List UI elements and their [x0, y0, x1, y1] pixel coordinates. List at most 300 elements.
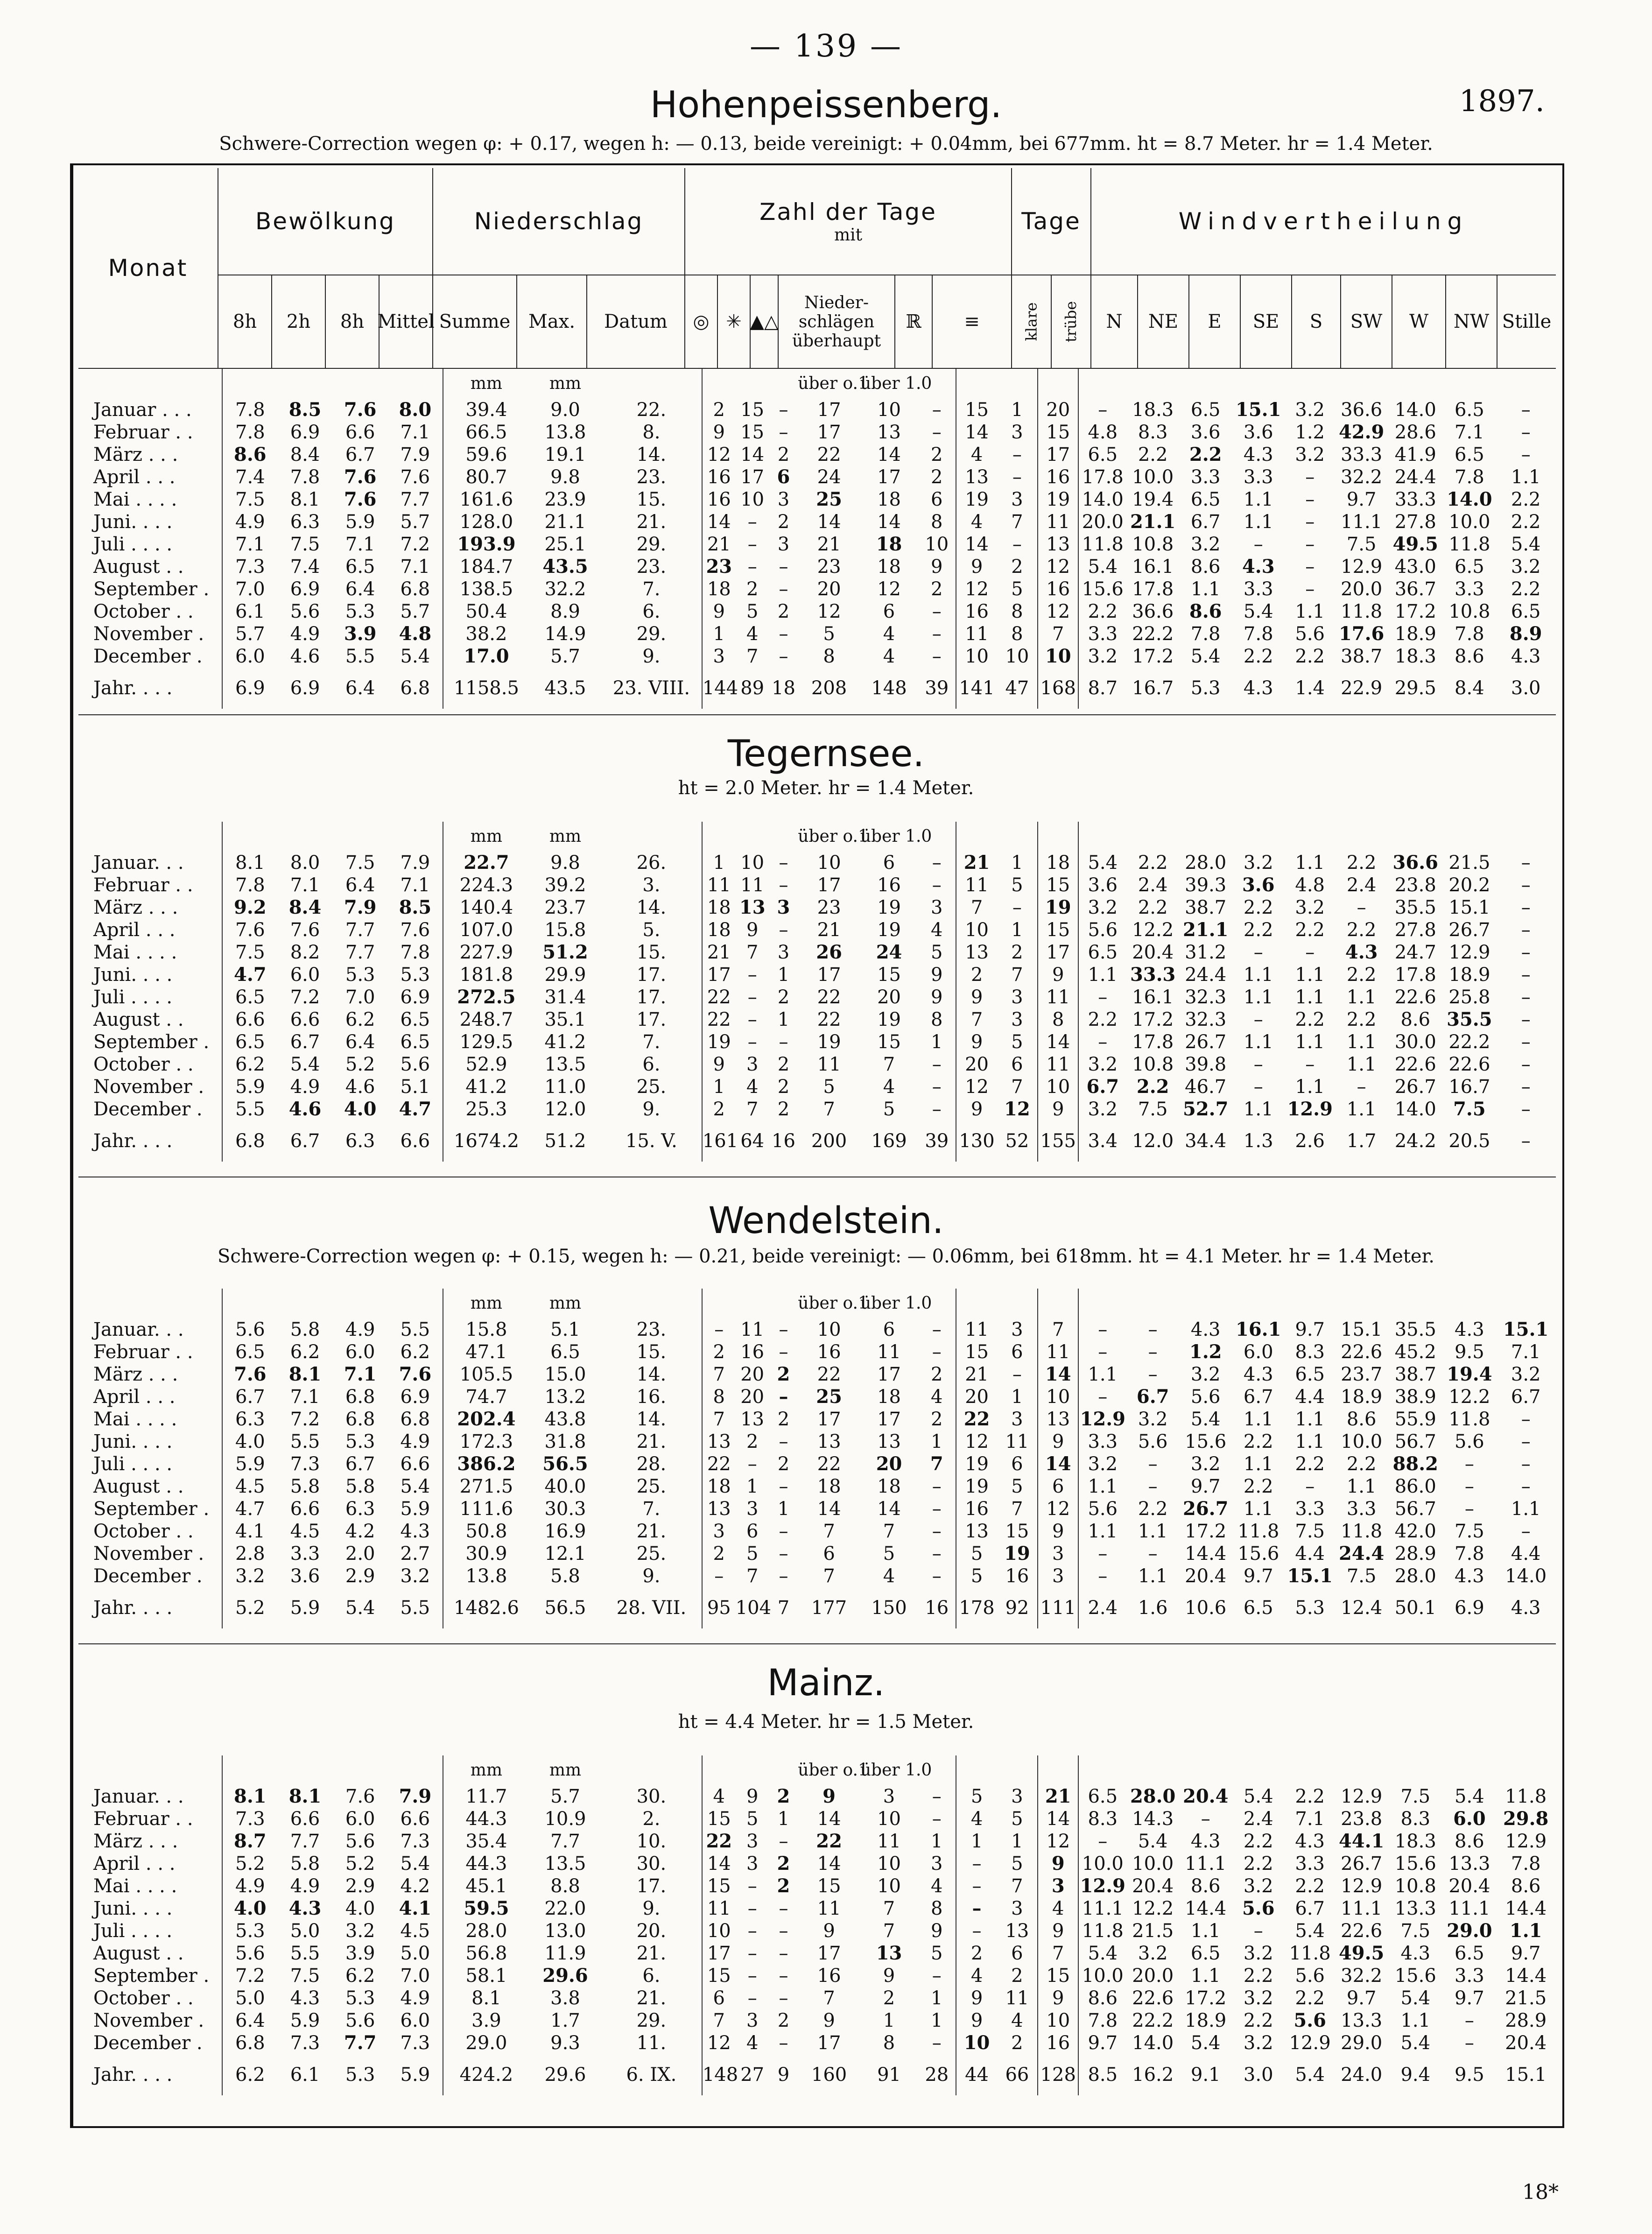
data-cell: 14	[817, 1853, 841, 1875]
data-cell: 22	[817, 987, 841, 1008]
data-cell: 7.5	[1400, 1786, 1431, 1807]
data-cell: 7.5	[1346, 1565, 1377, 1587]
data-cell: 1	[777, 1009, 790, 1030]
data-cell: –	[932, 422, 942, 443]
data-cell: –	[932, 646, 942, 667]
data-cell: 10	[702, 1920, 736, 1942]
data-cell: 11.8	[1078, 1920, 1126, 1942]
units-cell	[1126, 369, 1179, 399]
data-cell: 6.7	[290, 1031, 320, 1053]
month-row	[78, 1318, 1556, 1341]
data-cell: 4.9	[222, 1875, 277, 1897]
data-cell: 43.5	[542, 556, 588, 578]
data-cell: 11	[956, 874, 997, 896]
data-cell: 9	[746, 1786, 759, 1807]
data-cell: –	[932, 601, 942, 622]
data-cell: 11	[740, 1319, 765, 1340]
header-wind-n: N	[1091, 275, 1138, 369]
data-cell: 5.0	[400, 1943, 430, 1964]
data-cell: 16.9	[544, 1521, 586, 1542]
data-cell: 1.1	[1511, 1498, 1541, 1520]
data-cell: 5	[883, 1543, 895, 1565]
units-cell	[601, 369, 702, 399]
data-cell: –	[747, 987, 757, 1008]
data-cell: 11	[877, 1831, 901, 1852]
data-cell: –	[932, 2032, 942, 2054]
header-tage-klare-label: klare	[1022, 302, 1040, 341]
data-cell: 19	[1004, 1543, 1030, 1565]
data-cell: 5.4	[1295, 2064, 1325, 2086]
data-cell: 13	[877, 422, 901, 443]
data-cell: 128.0	[443, 511, 529, 533]
data-cell: –	[1521, 1521, 1531, 1542]
data-cell: 4.4	[1295, 1543, 1325, 1565]
data-cell: 7.9	[344, 896, 377, 918]
data-cell: 7.4	[222, 466, 277, 488]
data-cell: 4	[883, 646, 895, 667]
month-label: August . .	[93, 1476, 184, 1497]
data-cell: 5	[1011, 874, 1023, 896]
data-cell: 1	[1011, 852, 1023, 874]
units-cell	[222, 822, 277, 852]
data-cell: –	[956, 1853, 997, 1875]
data-cell: 5.5	[345, 646, 375, 667]
data-cell: 3.2	[1511, 556, 1541, 578]
data-cell: 6.0	[222, 645, 277, 668]
data-cell: 5.9	[222, 1453, 277, 1475]
data-cell: 66	[1005, 2064, 1029, 2086]
data-cell: 3.2	[400, 1565, 430, 1587]
data-cell: 7	[746, 1565, 759, 1587]
data-cell: 30.	[636, 1853, 667, 1875]
data-cell: 56.5	[542, 1453, 588, 1475]
data-cell: 28.9	[1505, 2010, 1547, 2031]
data-cell: –	[779, 852, 788, 874]
month-label: März . . .	[93, 444, 178, 465]
header-zahl	[685, 168, 1012, 275]
data-cell: 9	[956, 2009, 997, 2032]
data-cell: 3.2	[1511, 1364, 1541, 1385]
data-cell: –	[779, 1565, 788, 1587]
data-cell: 17	[702, 964, 736, 986]
header-wind-s: S	[1292, 275, 1341, 369]
data-cell: 30.	[636, 1786, 667, 1807]
month-label: Januar . . .	[93, 399, 192, 421]
data-cell: 1.4	[1295, 677, 1325, 699]
data-cell: 7.2	[400, 534, 430, 555]
month-label: November .	[93, 2010, 204, 2031]
data-cell: 12.9	[1078, 1408, 1126, 1431]
data-cell: 11.	[636, 2032, 667, 2054]
data-cell: 17	[817, 1943, 841, 1964]
data-cell: 16.1	[1132, 556, 1174, 578]
data-cell: 14	[1038, 1808, 1078, 1830]
data-cell: 5.5	[400, 1319, 430, 1340]
data-cell: 20	[817, 578, 841, 600]
header-wind-e: E	[1189, 275, 1241, 369]
data-cell: 7.8	[1455, 1543, 1484, 1565]
data-cell: 3.0	[1511, 677, 1541, 699]
data-cell: 7	[777, 1597, 790, 1619]
data-cell: 18	[702, 896, 736, 919]
units-cell	[769, 369, 798, 399]
data-cell: 4	[883, 1565, 895, 1587]
data-cell: 31.8	[544, 1431, 586, 1452]
data-cell: 13	[702, 1431, 736, 1453]
data-cell: 7	[1011, 1875, 1023, 1897]
data-cell: 20.4	[1132, 1875, 1174, 1897]
data-cell: 35.1	[544, 1009, 586, 1030]
data-cell: 7.5	[1295, 1521, 1325, 1542]
header-bewolkung: Bewölkung	[218, 168, 433, 275]
data-cell: 7	[702, 1408, 736, 1431]
data-cell: 19	[956, 488, 997, 511]
data-cell: –	[932, 874, 942, 896]
data-cell: 32.3	[1185, 1009, 1227, 1030]
data-cell: 4	[931, 1386, 943, 1408]
units-cell	[1038, 1289, 1078, 1318]
data-cell: 7	[930, 1453, 943, 1475]
data-cell: –	[1521, 1099, 1531, 1120]
data-cell: 6.0	[1453, 1808, 1486, 1830]
data-cell: 7.3	[222, 1808, 277, 1830]
data-cell: –	[1464, 2032, 1474, 2054]
data-cell: 3.3	[1455, 1965, 1484, 1987]
data-cell: 2.2	[1138, 444, 1168, 465]
data-cell: 21.	[636, 1521, 667, 1542]
data-cell: 3.2	[1243, 852, 1273, 874]
header-windvertheilung: Windvertheilung	[1091, 168, 1556, 275]
data-cell: 4.3	[1511, 646, 1541, 667]
data-cell: 7.6	[344, 399, 377, 421]
data-cell: –	[1521, 987, 1531, 1008]
data-cell: 111	[1038, 1587, 1078, 1628]
data-cell: –	[779, 1521, 788, 1542]
data-cell: –	[1148, 1476, 1158, 1497]
data-cell: –	[1012, 444, 1022, 465]
data-cell: 7.7	[345, 942, 375, 963]
data-cell: 17	[817, 964, 841, 986]
data-cell: –	[1521, 919, 1531, 941]
data-cell: 2.	[642, 1808, 661, 1830]
data-cell: 8.6	[1346, 1409, 1377, 1430]
data-cell: 6.2	[222, 2054, 277, 2095]
data-cell: 2	[1011, 2032, 1023, 2054]
data-cell: 2	[777, 1409, 790, 1430]
data-cell: 7.1	[1455, 422, 1484, 443]
month-row	[78, 1920, 1556, 1942]
month-label: Februar . .	[93, 874, 193, 896]
data-cell: 7.8	[1078, 2009, 1126, 2032]
data-cell: 20.2	[1448, 874, 1490, 896]
data-cell: 3.2	[1190, 534, 1221, 555]
data-cell: –	[747, 511, 757, 533]
data-cell: 2	[702, 1543, 736, 1565]
month-label: December .	[93, 2032, 203, 2054]
data-cell: 5.3	[1190, 677, 1221, 699]
data-cell: 2.8	[222, 1543, 277, 1565]
data-cell: 20	[1038, 399, 1078, 421]
units-cell	[1078, 1755, 1126, 1785]
data-cell: 3.3	[290, 1543, 320, 1565]
data-cell: 16	[817, 1965, 841, 1987]
data-cell: 4	[931, 919, 943, 941]
data-cell: 5.6	[1293, 2009, 1326, 2031]
data-cell: –	[1078, 1341, 1126, 1363]
data-cell: 4.9	[400, 1431, 430, 1452]
header-wind-se: SE	[1241, 275, 1292, 369]
data-cell: –	[779, 1898, 788, 1919]
data-cell: 184.7	[443, 556, 529, 578]
data-cell: 2	[777, 1099, 790, 1120]
data-cell: 7.6	[400, 466, 430, 488]
data-cell: 21.	[636, 1943, 667, 1964]
data-cell: 4.3	[400, 1521, 430, 1542]
data-cell: –	[1521, 1453, 1531, 1475]
data-cell: 11	[740, 874, 765, 896]
data-cell: 9	[1038, 964, 1078, 986]
data-cell: 14.4	[1505, 1898, 1547, 1919]
data-cell: 22.0	[544, 1898, 586, 1919]
data-cell: 28.	[636, 1453, 667, 1475]
data-cell: 8.1	[290, 489, 320, 510]
data-cell: 4	[956, 1965, 997, 1987]
data-cell: 20	[876, 1453, 902, 1475]
month-row	[78, 919, 1556, 941]
data-cell: 1	[1011, 399, 1023, 421]
data-cell: 5	[931, 942, 943, 963]
data-cell: 16.1	[1132, 987, 1174, 1008]
data-cell: –	[932, 1808, 942, 1830]
data-cell: 6	[931, 489, 943, 510]
data-cell: 11.9	[544, 1943, 586, 1964]
data-cell: 23.8	[1341, 1808, 1383, 1830]
month-label: Juli . . . .	[93, 987, 173, 1008]
data-cell: 7	[1038, 1318, 1078, 1341]
data-cell: 7.8	[222, 421, 277, 444]
data-cell: 50.4	[443, 600, 529, 623]
data-cell: 2	[777, 2010, 790, 2031]
data-cell: 1.1	[1295, 987, 1325, 1008]
data-cell: 12	[702, 444, 736, 466]
data-cell: 4.3	[290, 1987, 320, 2009]
month-label: April . . .	[93, 919, 176, 941]
data-cell: 6.5	[345, 556, 375, 578]
data-cell: 12.0	[544, 1099, 586, 1120]
month-row	[78, 1098, 1556, 1121]
units-cell	[1443, 1289, 1496, 1318]
data-cell: 7.2	[222, 1965, 277, 1987]
data-cell: 9.7	[1511, 1943, 1541, 1964]
data-cell: 12	[956, 1076, 997, 1098]
data-cell: 11	[956, 1318, 997, 1341]
data-cell: 11	[1038, 1053, 1078, 1076]
month-row	[78, 421, 1556, 444]
month-label: April . . .	[93, 466, 176, 488]
units-cell: über 1.0	[860, 1761, 932, 1780]
data-cell: 5.3	[345, 964, 375, 986]
data-cell: 42.0	[1394, 1521, 1436, 1542]
data-cell: 5.9	[290, 1597, 320, 1619]
data-cell: 3	[746, 2010, 759, 2031]
month-label: Jahr. . . .	[93, 1597, 173, 1619]
month-row	[78, 533, 1556, 556]
data-cell: 39.8	[1185, 1054, 1227, 1075]
data-cell: 16	[1005, 1565, 1029, 1587]
data-cell: 4.3	[1345, 941, 1378, 963]
data-cell: 141	[956, 668, 997, 709]
data-cell: 7.0	[345, 987, 375, 1008]
data-cell: 7	[823, 1521, 835, 1542]
data-cell: 7.1	[222, 533, 277, 556]
data-cell: 9.2	[222, 896, 277, 919]
data-cell: 13	[956, 1520, 997, 1543]
data-cell: 14	[956, 533, 997, 556]
data-cell: 10	[1038, 645, 1078, 668]
data-cell: 193.9	[443, 533, 529, 556]
data-cell: 12.9	[1289, 2032, 1331, 2054]
data-cell: 17.8	[1078, 466, 1126, 488]
header-bew-8h-evening: 8h	[326, 275, 380, 369]
data-cell: 6.0	[345, 1341, 375, 1363]
units-cell	[1232, 1289, 1285, 1318]
data-cell: 1	[931, 1031, 943, 1053]
data-cell: 4.3	[1511, 1597, 1541, 1619]
data-cell: 4.7	[399, 1098, 432, 1120]
data-cell: 1.1	[1295, 1409, 1325, 1430]
station-correction-hohenpeissenberg: Schwere-Correction wegen φ: + 0.17, wegen h: — 0.13, beide vereinigt: + 0.04mm, bei 677mm. ht = 8.7 Meter. hr = 1.4 Meter.	[219, 133, 1433, 155]
data-cell: –	[1148, 1341, 1158, 1363]
data-cell: 2.2	[1138, 852, 1168, 874]
data-cell: 16	[1038, 2032, 1078, 2054]
data-cell: 22	[817, 1009, 841, 1030]
data-cell: –	[1464, 1476, 1474, 1497]
data-cell: 22.2	[1132, 623, 1174, 645]
data-cell: –	[1521, 1130, 1531, 1152]
data-cell: 8.6	[1455, 1831, 1484, 1852]
data-cell: 1	[1011, 1831, 1023, 1852]
data-cell: 15.1	[1448, 897, 1490, 918]
units-cell: über 1.0	[860, 827, 932, 846]
data-cell: 2.2	[1243, 1853, 1273, 1875]
data-cell: 11.1	[1341, 511, 1383, 533]
data-cell: 9.7	[1346, 489, 1377, 510]
data-cell: 36.7	[1394, 578, 1436, 600]
data-cell: 21.1	[1130, 511, 1176, 533]
data-cell: 14	[1038, 1363, 1078, 1386]
data-cell: –	[779, 1431, 788, 1452]
data-cell: 91	[877, 2064, 901, 2086]
station-correction-tegernsee: ht = 2.0 Meter. hr = 1.4 Meter.	[678, 777, 974, 799]
data-cell: 3.2	[1295, 897, 1325, 918]
data-cell: 25.1	[544, 534, 586, 555]
data-cell: 5.4	[1243, 1786, 1273, 1807]
units-cell	[78, 822, 222, 852]
data-cell: 6	[1038, 1475, 1078, 1498]
data-cell: 7.3	[290, 2032, 320, 2054]
data-cell: –	[779, 1476, 788, 1497]
data-cell: 6.8	[222, 1121, 277, 1162]
data-cell: –	[1521, 1054, 1531, 1075]
data-cell: –	[1357, 897, 1366, 918]
data-cell: 10.6	[1185, 1597, 1227, 1619]
data-cell: 3	[883, 1786, 895, 1807]
data-cell: –	[1253, 1054, 1263, 1075]
data-cell: 1.1	[1295, 852, 1325, 874]
data-cell: –	[1521, 1009, 1531, 1030]
data-cell: 15.6	[1237, 1543, 1279, 1565]
units-row	[78, 1289, 1556, 1318]
data-cell: 19.4	[1132, 489, 1174, 510]
data-cell: 1674.2	[443, 1121, 529, 1162]
data-cell: 7.8	[1455, 466, 1484, 488]
data-cell: 5.4	[400, 1476, 430, 1497]
data-cell: 22	[702, 986, 736, 1008]
data-cell: 3.2	[222, 1565, 277, 1587]
data-cell: 7.9	[400, 444, 430, 465]
units-cell	[1078, 369, 1126, 399]
data-cell: –	[1305, 1054, 1315, 1075]
data-cell: 43.0	[1394, 556, 1436, 578]
data-cell: 9.8	[550, 466, 580, 488]
jahr-row	[78, 1587, 1556, 1628]
data-cell: 28.0	[443, 1920, 529, 1942]
data-cell: 5.2	[222, 1587, 277, 1628]
data-cell: 11	[1038, 1341, 1078, 1363]
data-cell: –	[932, 1341, 942, 1363]
data-cell: –	[932, 1965, 942, 1987]
data-cell: 6.4	[345, 874, 375, 896]
units-cell	[702, 369, 736, 399]
data-cell: 4.9	[290, 623, 320, 645]
data-cell: 2	[746, 1431, 759, 1452]
month-row	[78, 1785, 1556, 1808]
data-cell: 13	[1005, 1920, 1029, 1942]
data-cell: 4.7	[222, 964, 277, 986]
data-cell: 7.6	[222, 919, 277, 941]
data-cell: 5.6	[1295, 623, 1325, 645]
units-cell	[997, 369, 1038, 399]
data-cell: –	[932, 1565, 942, 1587]
data-cell: 5.4	[1078, 852, 1126, 874]
data-cell: 6.6	[290, 1808, 320, 1830]
month-label: April . . .	[93, 1853, 176, 1875]
data-cell: –	[779, 646, 788, 667]
month-row	[78, 1408, 1556, 1431]
data-cell: 3.2	[1243, 2032, 1273, 2054]
data-cell: 2.2	[1138, 1498, 1168, 1520]
data-cell: 7.1	[1511, 1341, 1541, 1363]
data-cell: 7.2	[290, 987, 320, 1008]
units-cell	[702, 822, 736, 852]
data-cell: –	[747, 1875, 757, 1897]
data-cell: 18.9	[1448, 964, 1490, 986]
data-cell: 4.5	[400, 1920, 430, 1942]
data-cell: 5.4	[1400, 1987, 1431, 2009]
data-cell: 20.0	[1078, 511, 1126, 533]
data-cell: 13.5	[544, 1054, 586, 1075]
data-cell: 5.4	[400, 646, 430, 667]
units-cell	[601, 822, 702, 852]
data-cell: 4.0	[344, 1098, 377, 1120]
header-monat: Monat	[78, 168, 218, 369]
data-cell: 11.8	[1341, 1521, 1383, 1542]
data-cell: 5.3	[345, 1431, 375, 1452]
data-cell: 10.0	[1132, 466, 1174, 488]
month-label: Jahr. . . .	[93, 2064, 173, 2086]
data-cell: –	[1012, 466, 1022, 488]
data-cell: 7.6	[290, 919, 320, 941]
